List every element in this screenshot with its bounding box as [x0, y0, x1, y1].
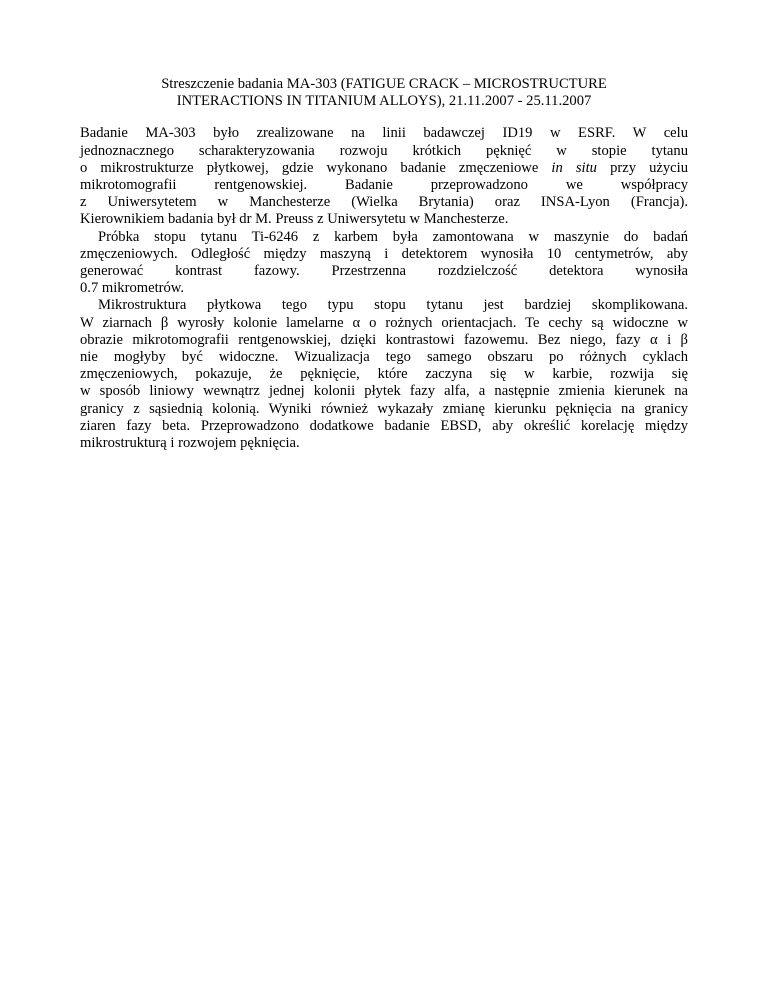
paragraph-1: [80, 125, 688, 228]
paragraph-line: Mikrostruktura płytkowa tego typu stopu tytanu jest bardziej skomplikowana.: [98, 297, 688, 314]
paragraph-line: zmęczeniowych. Odległość między maszyną i detektorem wynosiła 10 centymetrów, aby: [80, 245, 688, 262]
title-line-1: Streszczenie badania MA-303 (FATIGUE CRACK – MICROSTRUCTURE: [161, 76, 607, 92]
paragraph-line: mikrostrukturą i rozwojem pęknięcia.: [80, 435, 300, 452]
paragraph-line: generować kontrast fazowy. Przestrzenna rozdzielczość detektora wynosiła: [80, 263, 688, 280]
document-page: [80, 76, 688, 452]
paragraph-line: Próbka stopu tytanu Ti-6246 z karbem była zamontowana w maszynie do badań: [98, 228, 688, 245]
paragraph-line: W ziarnach β wyrosły kolonie lamelarne α o rożnych orientacjach. Te cechy są widoczne w: [80, 314, 688, 331]
italic-term: in situ: [551, 159, 597, 176]
paragraph-line: z Uniwersytetem w Manchesterze (Wielka Brytania) oraz INSA-Lyon (Francja).: [80, 194, 688, 211]
paragraph-line: Badanie MA-303 było zrealizowane na linii badawczej ID19 w ESRF. W celu: [80, 125, 688, 142]
paragraph-line: obrazie mikrotomografii rentgenowskiej, dzięki kontrastowi fazowemu. Bez niego, fazy α i β: [80, 331, 688, 348]
paragraph-line: Kierownikiem badania był dr M. Preuss z Uniwersytetu w Manchesterze.: [80, 211, 509, 228]
paragraph-line: zmęczeniowych, pokazuje, że pęknięcie, które zaczyna się w karbie, rozwija się: [80, 366, 688, 383]
paragraph-2: [80, 229, 688, 298]
paragraph-line: jednoznacznego scharakteryzowania rozwoju krótkich pęknięć w stopie tytanu: [80, 142, 688, 159]
paragraph-line: granicy z sąsiednią kolonią. Wyniki również wykazały zmianę kierunku pęknięcia na granicy: [80, 400, 688, 417]
line-text-before: o mikrostrukturze płytkowej, gdzie wykonano badanie zmęczeniowe: [80, 159, 552, 176]
paragraph-line: w sposób liniowy wewnątrz jednej kolonii płytek fazy alfa, a następnie zmienia kierunek na: [80, 383, 688, 400]
paragraph-line: nie mogłyby być widoczne. Wizualizacja tego samego obszaru po różnych cyklach: [80, 349, 688, 366]
paragraph-line: ziaren fazy beta. Przeprowadzono dodatkowe badanie EBSD, aby określić korelację między: [80, 417, 688, 434]
line-text-after: przy użyciu: [596, 159, 688, 176]
paragraph-3: [80, 297, 688, 452]
paragraph-line: 0.7 mikrometrów.: [80, 280, 185, 297]
paragraph-line: mikrotomografii rentgenowskiej. Badanie przeprowadzono we współpracy: [80, 177, 688, 194]
title-line-2: INTERACTIONS IN TITANIUM ALLOYS), 21.11.2007 - 25.11.2007: [176, 93, 592, 110]
paragraph-line: [80, 160, 688, 177]
document-title: [80, 76, 688, 110]
